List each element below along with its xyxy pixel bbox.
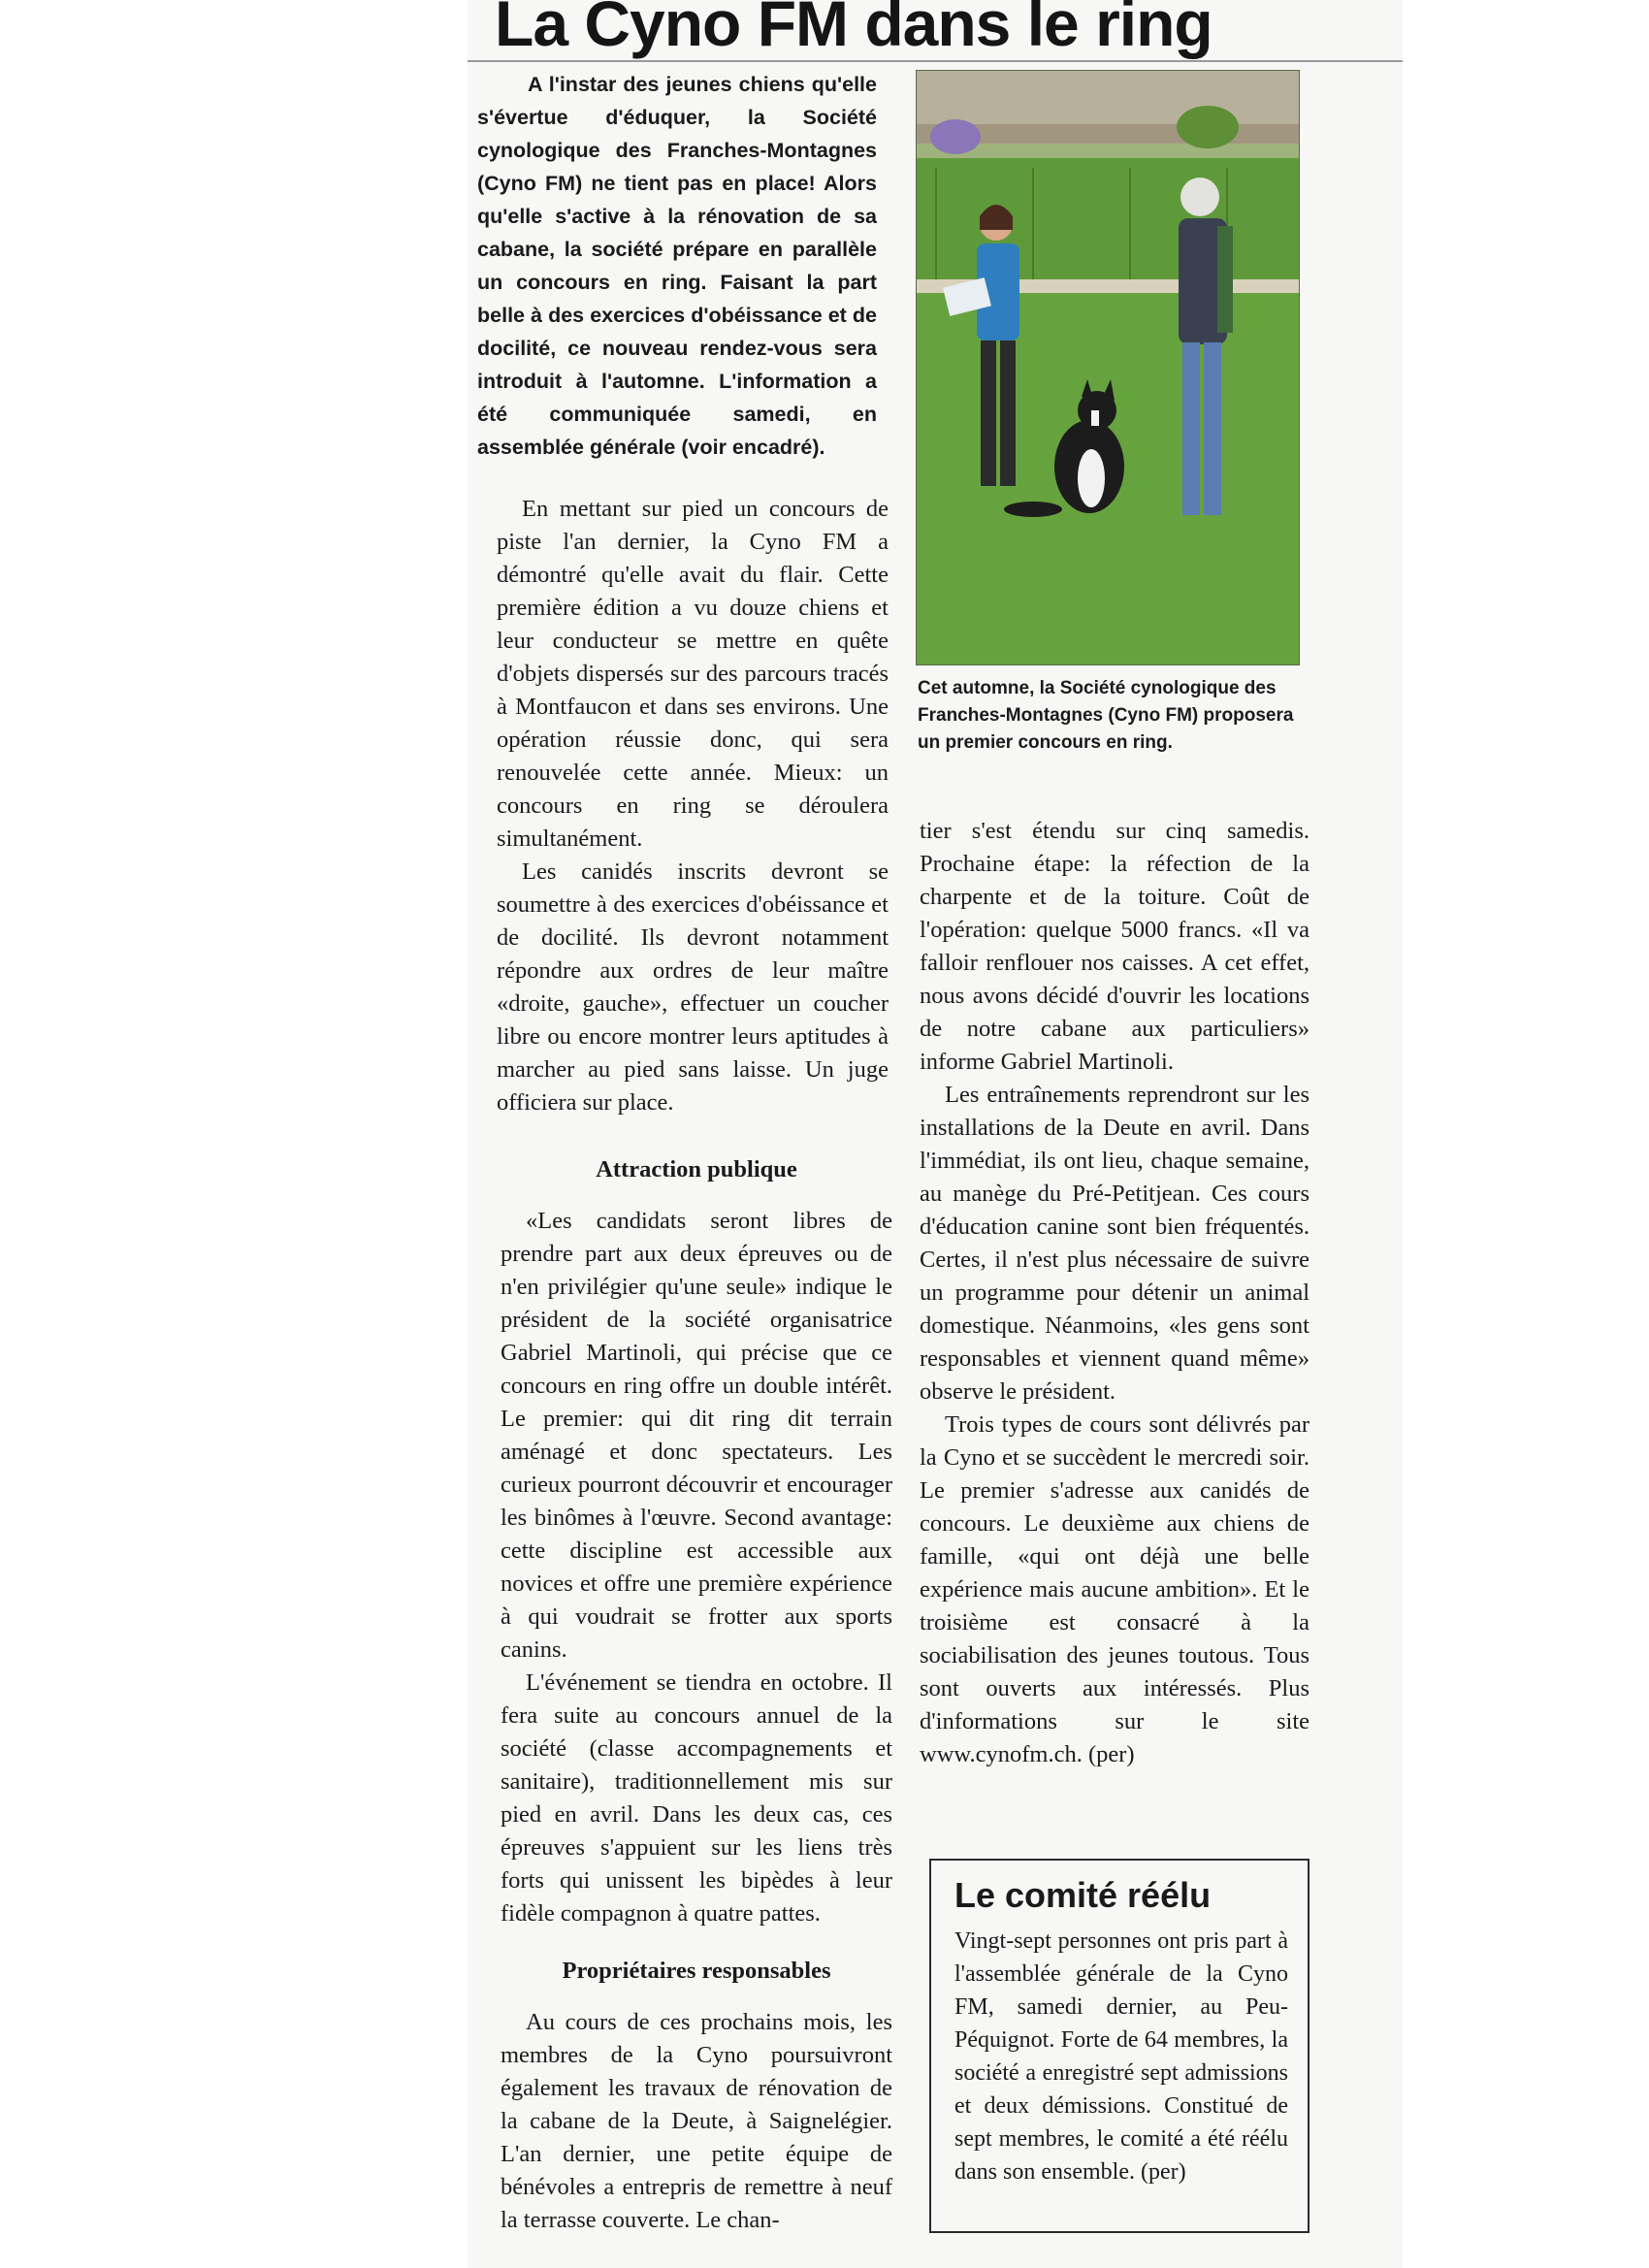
column-1-bottom <box>501 1129 892 2237</box>
sidebar-text: Vingt-sept personnes ont pris part à l'assemblée générale de la Cyno FM, samedi dernier, au Peu-Péquignot. Forte de 64 membres, la société a enregistré sept admissions et deux démissions. Constitué de sept membres, le comité a été réélu dans son ensemble. (per) <box>954 1928 1288 2185</box>
paragraph: «Les candidats seront libres de prendre part aux deux épreuves ou de n'en privilégier qu'une seule» indique le président de la société organisatrice Gabriel Martinoli, qui précise que ce concours en ring offre un double intérêt. Le premier: qui dit ring dit terrain aménagé et donc spectateurs. Les curieux pourront découvrir et encourager les binômes à l'œuvre. Second avantage: cette discipline est accessible aux novices et offre une première expérience à qui voudrait se frotter aux sports canins. <box>501 1208 892 1663</box>
lead-paragraph: A l'instar des jeunes chiens qu'elle s'évertue d'éduquer, la Société cynologique des Franches-Montagnes (Cyno FM) ne tient pas en place! Alors qu'elle s'active à la rénovation de sa cabane, la société prépare en parallèle un concours en ring. Faisant la part belle à des exercices d'obéissance et de docilité, ce nouveau rendez-vous sera introduit à l'automne. L'information a été communiquée samedi, en assemblée générale (voir encadré). <box>477 73 877 459</box>
paragraph: L'événement se tiendra en octobre. Il fera suite au concours annuel de la société (classe accompagnements et sanitaire), traditionnellement mis sur pied en avril. Dans les deux cas, ces épreuves s'appuient sur les liens très forts qui unissent les bipèdes à leur fidèle compagnon à quatre pattes. <box>501 1669 892 1927</box>
sidebar-box <box>929 1859 1310 2233</box>
subheading: Propriétaires responsables <box>562 1958 831 1984</box>
paragraph: tier s'est étendu sur cinq samedis. Prochaine étape: la réfection de la charpente et de la toiture. Coût de l'opération: quelque 5000 francs. «Il va falloir renflouer nos caisses. A cet effet, nous avons décidé d'ouvrir les locations de notre cabane aux particuliers» informe Gabriel Martinoli. <box>920 818 1310 1075</box>
article-photo <box>916 70 1300 665</box>
headline: La Cyno FM dans le ring <box>495 0 1212 59</box>
column-1-top <box>497 493 889 1119</box>
paragraph: En mettant sur pied un concours de piste l'an dernier, la Cyno FM a démontré qu'elle avait du flair. Cette première édition a vu douze chiens et leur conducteur se mettre en quête d'objets dispersés sur des parcours tracés à Montfaucon et dans ses environs. Une opération réussie donc, qui sera renouvelée cette année. Mieux: un concours en ring se déroulera simultanément. <box>497 496 889 852</box>
paragraph: Les entraînements reprendront sur les installations de la Deute en avril. Dans l'immédiat, ils ont lieu, chaque semaine, au manège du Pré-Petitjean. Ces cours d'éducation canine sont bien fréquentés. Certes, il n'est plus nécessaire de suivre un programme pour détenir un animal domestique. Néanmoins, «les gens sont responsables et viennent quand même» observe le président. <box>920 1082 1310 1405</box>
photo-caption: Cet automne, la Société cynologique des Franches-Montagnes (Cyno FM) proposera un premier concours en ring. <box>918 678 1294 753</box>
column-2 <box>920 815 1310 1771</box>
subheading: Attraction publique <box>596 1156 797 1183</box>
paragraph: Au cours de ces prochains mois, les membres de la Cyno poursuivront également les travaux de rénovation de la cabane de la Deute, à Saignelégier. L'an dernier, une petite équipe de bénévoles a entrepris de remettre à neuf la terrasse couverte. Le chan- <box>501 2009 892 2233</box>
paragraph: Les canidés inscrits devront se soumettre à des exercices d'obéissance et de docilité. Ils devront notamment répondre aux ordres de leur maître «droite, gauche», effectuer un coucher libre ou encore montrer leurs aptitudes à marcher au pied sans laisse. Un juge officiera sur place. <box>497 859 889 1116</box>
paragraph: Trois types de cours sont délivrés par la Cyno et se succèdent le mercredi soir. Le premier s'adresse aux canidés de concours. Le deuxième aux chiens de famille, «qui ont déjà une belle expérience mais aucune ambition». Et le troisième est consacré à la sociabilisation des jeunes toutous. Tous sont ouverts aux intéressés. Plus d'informations sur le site www.cynofm.ch. (per) <box>920 1411 1310 1767</box>
sidebar-title: Le comité réélu <box>954 1875 1212 1915</box>
headline-rule <box>468 60 1403 62</box>
